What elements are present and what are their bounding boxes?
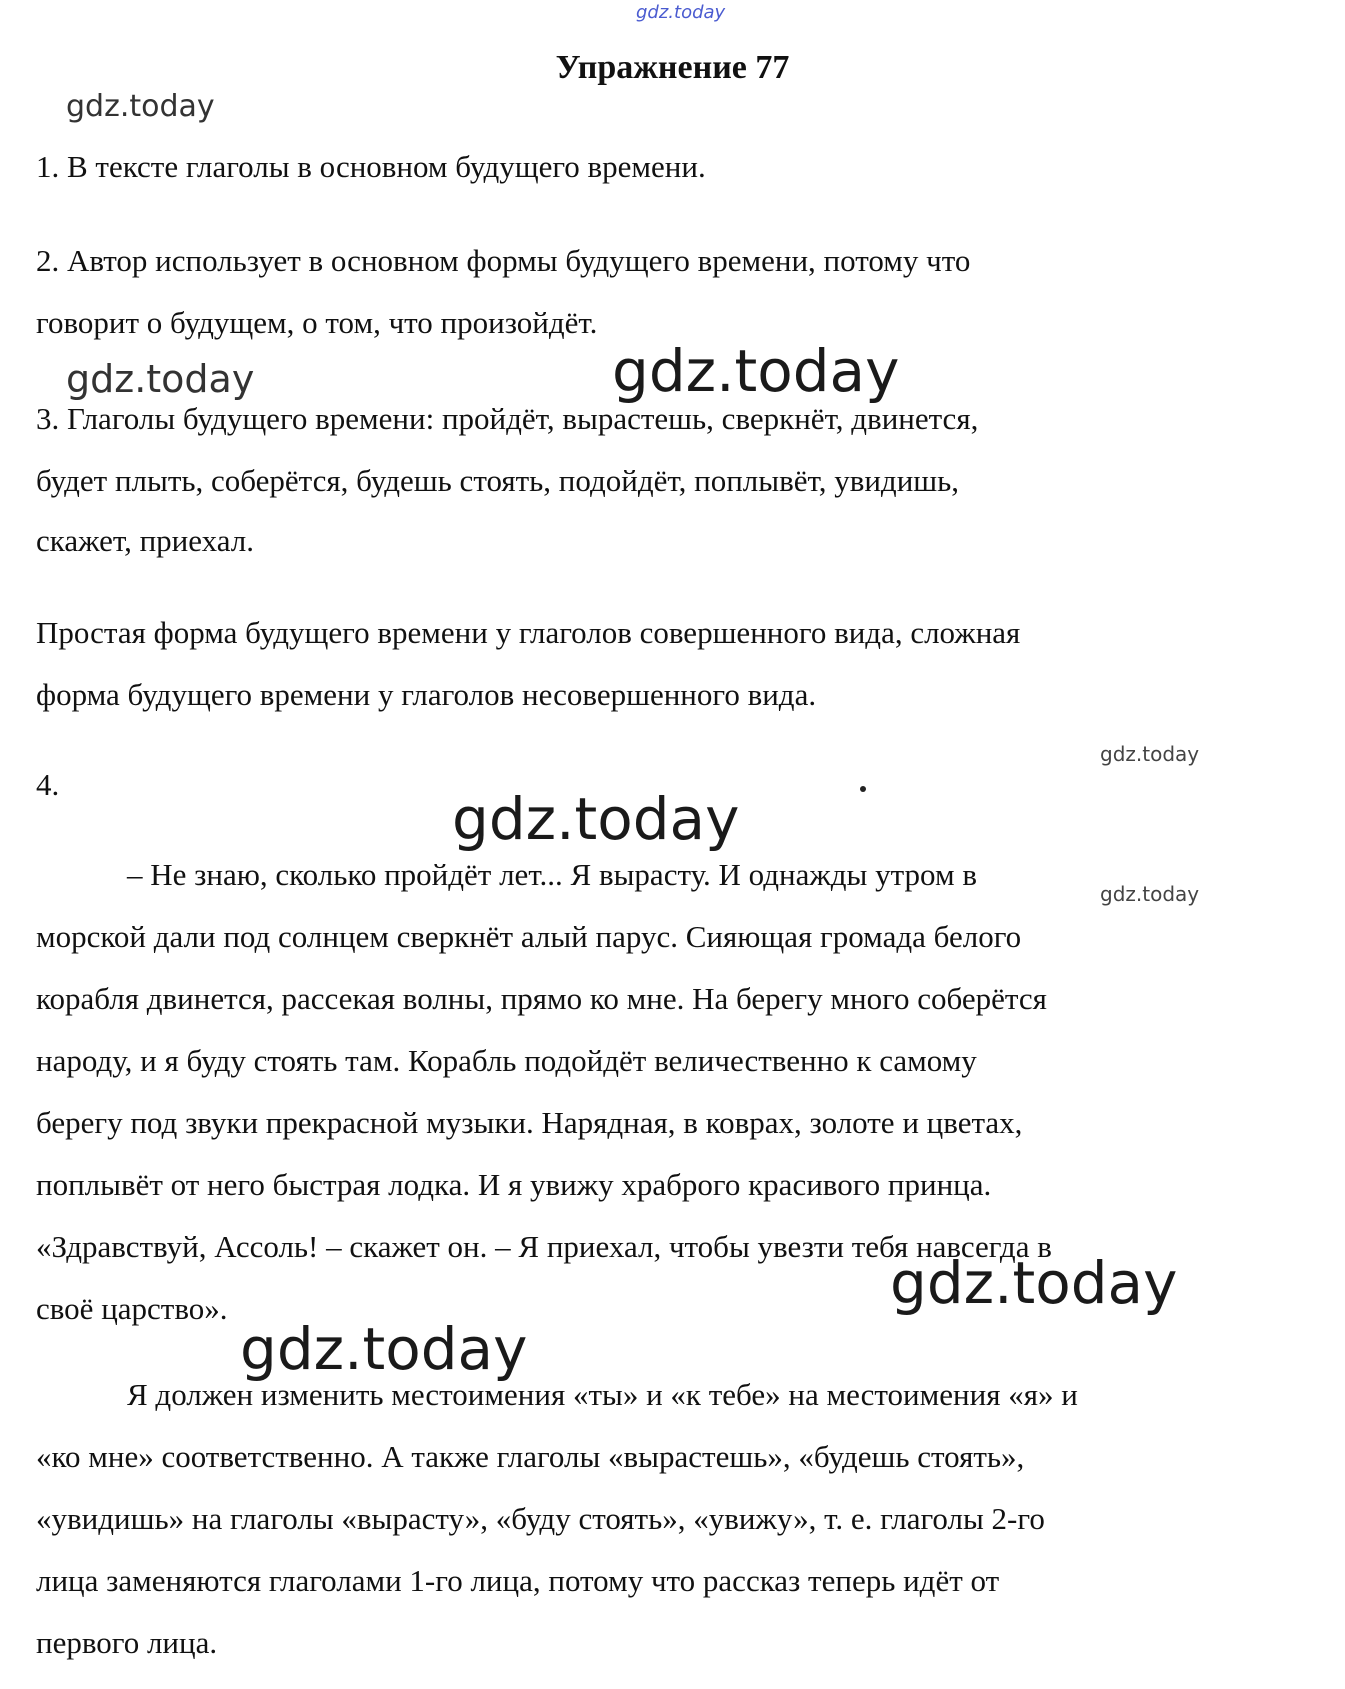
answer-4-label: 4. (36, 767, 60, 802)
explanation-line: «увидишь» на глаголы «вырасту», «буду стоять», «увижу», т. е. глаголы 2-го (36, 1501, 1045, 1536)
watermark: gdz.today (240, 1315, 528, 1383)
answer-3-line: скажет, приехал. (36, 523, 254, 558)
explanation-line: лица заменяются глаголами 1-го лица, потому что рассказ теперь идёт от (36, 1563, 1000, 1598)
explanation-line: Я должен изменить местоимения «ты» и «к тебе» на местоимения «я» и (127, 1377, 1078, 1412)
watermark: gdz.today (452, 785, 740, 853)
rewritten-text-line: «Здравствуй, Ассоль! – скажет он. – Я приехал, чтобы увезти тебя навсегда в (36, 1229, 1052, 1264)
answer-1-line: 1. В тексте глаголы в основном будущего времени. (36, 149, 706, 184)
rewritten-text-line: поплывёт от него быстрая лодка. И я увижу храброго красивого принца. (36, 1167, 992, 1202)
rewritten-text-line: корабля двинется, рассекая волны, прямо ко мне. На берегу много соберётся (36, 981, 1047, 1016)
rewritten-text-line: своё царство». (36, 1291, 228, 1326)
watermark: gdz.today (612, 337, 900, 405)
answer-3-note-line: форма будущего времени у глаголов несовершенного вида. (36, 677, 817, 712)
answer-2-line: 2. Автор использует в основном формы будущего времени, потому что (36, 243, 971, 278)
watermark: gdz.today (1100, 882, 1200, 906)
explanation-line: первого лица. (36, 1625, 218, 1660)
answer-3-line: 3. Глаголы будущего времени: пройдёт, вырастешь, сверкнёт, двинется, (36, 401, 979, 436)
rewritten-text-line: берегу под звуки прекрасной музыки. Нарядная, в коврах, золоте и цветах, (36, 1105, 1023, 1140)
watermark: gdz.today (66, 89, 215, 124)
page-title: Упражнение 77 (555, 49, 790, 86)
rewritten-text-line: – Не знаю, сколько пройдёт лет... Я вырасту. И однажды утром в (127, 857, 977, 892)
answer-3-line: будет плыть, соберётся, будешь стоять, подойдёт, поплывёт, увидишь, (36, 463, 960, 498)
watermark: gdz.today (890, 1249, 1178, 1317)
rewritten-text-line: морской дали под солнцем сверкнёт алый парус. Сияющая громада белого (36, 919, 1022, 954)
watermark: gdz.today (1100, 742, 1200, 766)
stray-dot (860, 786, 866, 792)
answer-2-line: говорит о будущем, о том, что произойдёт. (36, 305, 598, 340)
watermark: gdz.today (66, 357, 255, 401)
watermark: gdz.today (636, 2, 726, 23)
explanation-line: «ко мне» соответственно. А также глаголы «вырастешь», «будешь стоять», (36, 1439, 1025, 1474)
answer-3-note-line: Простая форма будущего времени у глаголов совершенного вида, сложная (36, 615, 1021, 650)
rewritten-text-line: народу, и я буду стоять там. Корабль подойдёт величественно к самому (36, 1043, 977, 1078)
